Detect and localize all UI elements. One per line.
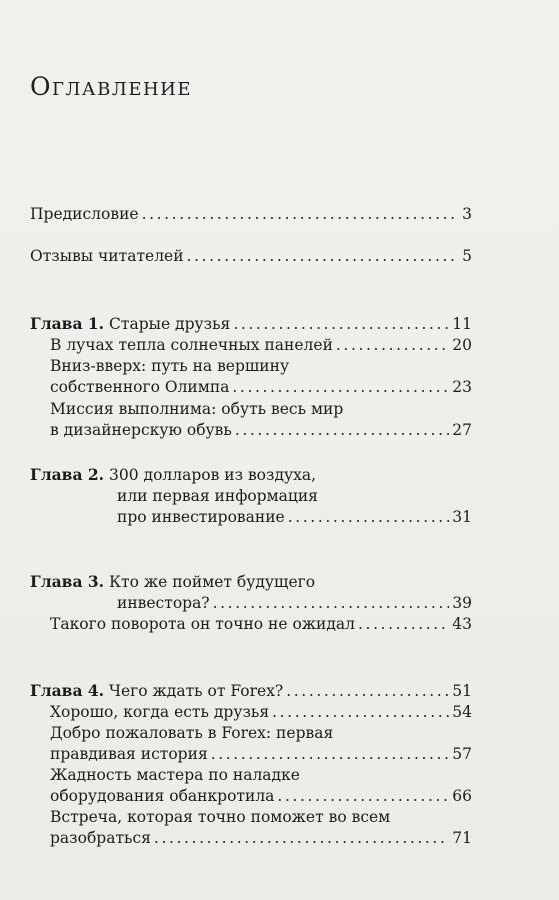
toc-entry-ch1-section-2-line1[interactable]: Вниз-вверх: путь на вершину: [50, 357, 290, 375]
toc-page-number: 51: [452, 682, 472, 700]
toc-page-number: 71: [452, 829, 472, 847]
toc-entry-text: про инвестирование: [117, 508, 285, 526]
toc-entry-text: правдивая история: [50, 745, 208, 763]
leader-dots: [336, 333, 449, 357]
leader-dots: [232, 375, 449, 399]
toc-entry-reviews[interactable]: [30, 244, 472, 268]
toc-entry-preface[interactable]: [30, 202, 472, 226]
toc-entry-ch1-section-3[interactable]: [50, 418, 472, 442]
chapter-label: Глава 4.: [30, 681, 105, 700]
bleed-through-text: [400, 60, 559, 900]
toc-page-number: 66: [452, 787, 472, 805]
toc-entry-chapter-2[interactable]: [117, 505, 472, 529]
toc-page-number: 5: [462, 247, 472, 265]
leader-dots: [154, 826, 449, 850]
leader-dots: [187, 244, 460, 268]
toc-entry-ch4-section-4-line1[interactable]: Встреча, которая точно поможет во всем: [50, 808, 391, 826]
toc-entry-text: Чего ждать от Forex?: [109, 682, 284, 700]
leader-dots: [142, 202, 460, 226]
toc-entry-text: собственного Олимпа: [50, 378, 230, 396]
toc-entry-ch1-section-2[interactable]: [50, 375, 472, 399]
toc-entry-text: В лучах тепла солнечных панелей: [50, 336, 333, 354]
toc-entry-text: инвестора?: [117, 594, 210, 612]
chapter-label: Глава 2.: [30, 465, 105, 484]
toc-page-number: 23: [452, 378, 472, 396]
chapter-label: Глава 3.: [30, 572, 105, 591]
toc-entry-text: в дизайнерскую обувь: [50, 421, 232, 439]
toc-entry-chapter-2-line2[interactable]: или первая информация: [117, 487, 318, 505]
toc-entry-ch1-section-3-line1[interactable]: Миссия выполнима: обуть весь мир: [50, 400, 344, 418]
toc-entry-text: Такого поворота он точно не ожидал: [50, 615, 356, 633]
toc-page-number: 54: [452, 703, 472, 721]
toc-page-number: 31: [452, 508, 472, 526]
toc-entry-text: Хорошо, когда есть друзья: [50, 703, 270, 721]
toc-entry-ch4-section-4[interactable]: [50, 826, 472, 850]
leader-dots: [235, 418, 449, 442]
toc-entry-text: разобраться: [50, 829, 151, 847]
leader-dots: [358, 612, 449, 636]
toc-entry-ch4-section-2-line1[interactable]: Добро пожаловать в Forex: первая: [50, 724, 334, 742]
toc-entry-text: оборудования обанкротила: [50, 787, 275, 805]
toc-page-number: 57: [452, 745, 472, 763]
toc-entry-text: 300 долларов из воздуха,: [109, 466, 317, 484]
leader-dots: [288, 505, 450, 529]
toc-entry-ch3-section-1[interactable]: [50, 612, 472, 636]
page-title: Оглавление: [30, 72, 192, 101]
toc-page-number: 3: [462, 205, 472, 223]
toc-page-number: 27: [452, 421, 472, 439]
toc-page-number: 20: [452, 336, 472, 354]
toc-entry-ch4-section-3-line1[interactable]: Жадность мастера по наладке: [50, 766, 300, 784]
toc-page-number: 11: [452, 315, 472, 333]
toc-entry-text: Старые друзья: [109, 315, 231, 333]
chapter-label: Глава 1.: [30, 314, 105, 333]
toc-entry-text: Отзывы читателей: [30, 247, 184, 265]
toc-page-number: 39: [452, 594, 472, 612]
toc-entry-text: Предисловие: [30, 205, 139, 223]
toc-page-number: 43: [452, 615, 472, 633]
toc-entry-text: Кто же поймет будущего: [109, 573, 316, 591]
